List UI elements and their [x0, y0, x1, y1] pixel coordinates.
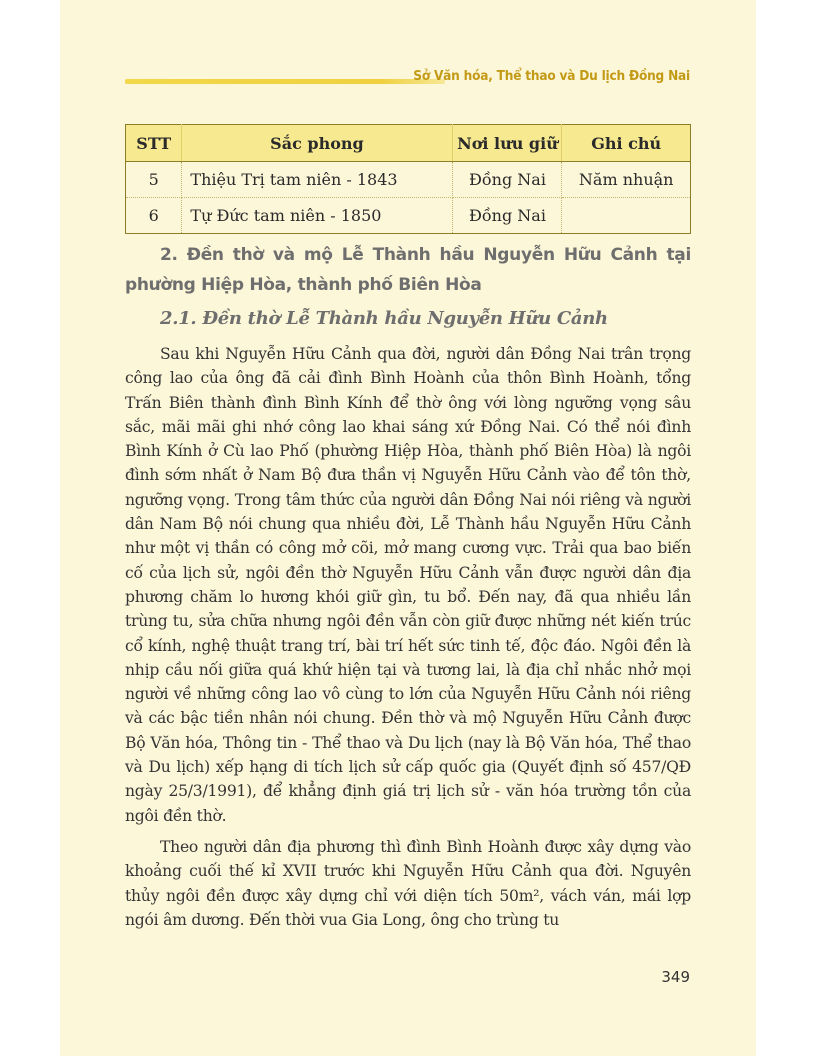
cell-ghi-chu: Năm nhuận	[562, 162, 691, 198]
body-text	[125, 342, 691, 939]
header-rule	[125, 79, 445, 84]
sac-phong-table	[125, 124, 691, 234]
cell-stt: 5	[126, 162, 182, 198]
cell-sac-phong: Tự Đức tam niên - 1850	[182, 198, 453, 234]
cell-ghi-chu	[562, 198, 691, 234]
column-header-ghi-chu: Ghi chú	[562, 125, 691, 162]
subsection-heading: 2.1. Đền thờ Lễ Thành hầu Nguyễn Hữu Cảnh	[160, 308, 608, 329]
paragraph: Theo người dân địa phương thì đình Bình Hoành được xây dựng vào khoảng cuối thế kỉ XVII trước khi Nguyễn Hữu Cảnh qua đời. Nguyên thủy ngôi đền được xây dựng chỉ với diện tích 50m², vách ván, mái lợp ngói âm dương. Đến thời vua Gia Long, ông cho trùng tu	[125, 837, 691, 929]
page-number: 349	[661, 968, 690, 986]
cell-noi-luu-giu: Đồng Nai	[453, 162, 562, 198]
column-header-sac-phong: Sắc phong	[182, 125, 453, 162]
cell-noi-luu-giu: Đồng Nai	[453, 198, 562, 234]
table-row	[126, 162, 691, 198]
section-heading: 2. Đền thờ và mộ Lễ Thành hầu Nguyễn Hữu Cảnh tại phường Hiệp Hòa, thành phố Biên Hòa	[125, 245, 691, 295]
column-header-noi-luu-giu: Nơi lưu giữ	[453, 125, 562, 162]
cell-sac-phong: Thiệu Trị tam niên - 1843	[182, 162, 453, 198]
running-header: Sở Văn hóa, Thể thao và Du lịch Đồng Nai	[413, 68, 690, 84]
table-row	[126, 198, 691, 234]
table-header-row	[126, 125, 691, 162]
paragraph: Sau khi Nguyễn Hữu Cảnh qua đời, người dân Đồng Nai trân trọng công lao của ông đã cải đình Bình Hoành của thôn Bình Hoành, tổng Trấn Biên thành đình Bình Kính để thờ ông với lòng ngưỡng vọng sâu sắc, mãi mãi ghi nhớ công lao khai sáng xứ Đồng Nai. Có thể nói đình Bình Kính ở Cù lao Phố (phường Hiệp Hòa, thành phố Biên Hòa) là ngôi đình sớm nhất ở Nam Bộ đưa thần vị Nguyễn Hữu Cảnh vào để tôn thờ, ngưỡng vọng. Trong tâm thức của người dân Đồng Nai nói riêng và người dân Nam Bộ nói chung qua nhiều đời, Lễ Thành hầu Nguyễn Hữu Cảnh như một vị thần có công mở cõi, mở mang cương vực. Trải qua bao biến cố của lịch sử, ngôi đền thờ Nguyễn Hữu Cảnh vẫn được người dân địa phương chăm lo hương khói giữ gìn, tu bổ. Đến nay, đã qua nhiều lần trùng tu, sửa chữa nhưng ngôi đền vẫn còn giữ được những nét kiến trúc cổ kính, nghệ thuật trang trí, bài trí hết sức tinh tế, độc đáo. Ngôi đền là nhịp cầu nối giữa quá khứ hiện tại và tương lai, là địa chỉ nhắc nhở mọi người về những công lao vô cùng to lớn của Nguyễn Hữu Cảnh nói riêng và các bậc tiền nhân nói chung. Đền thờ và mộ Nguyễn Hữu Cảnh được Bộ Văn hóa, Thông tin - Thể thao và Du lịch (nay là Bộ Văn hóa, Thể thao và Du lịch) xếp hạng di tích lịch sử cấp quốc gia (Quyết định số 457/QĐ ngày 25/3/1991), để khẳng định giá trị lịch sử - văn hóa trường tồn của ngôi đền thờ.	[125, 345, 691, 825]
cell-stt: 6	[126, 198, 182, 234]
column-header-stt: STT	[126, 125, 182, 162]
